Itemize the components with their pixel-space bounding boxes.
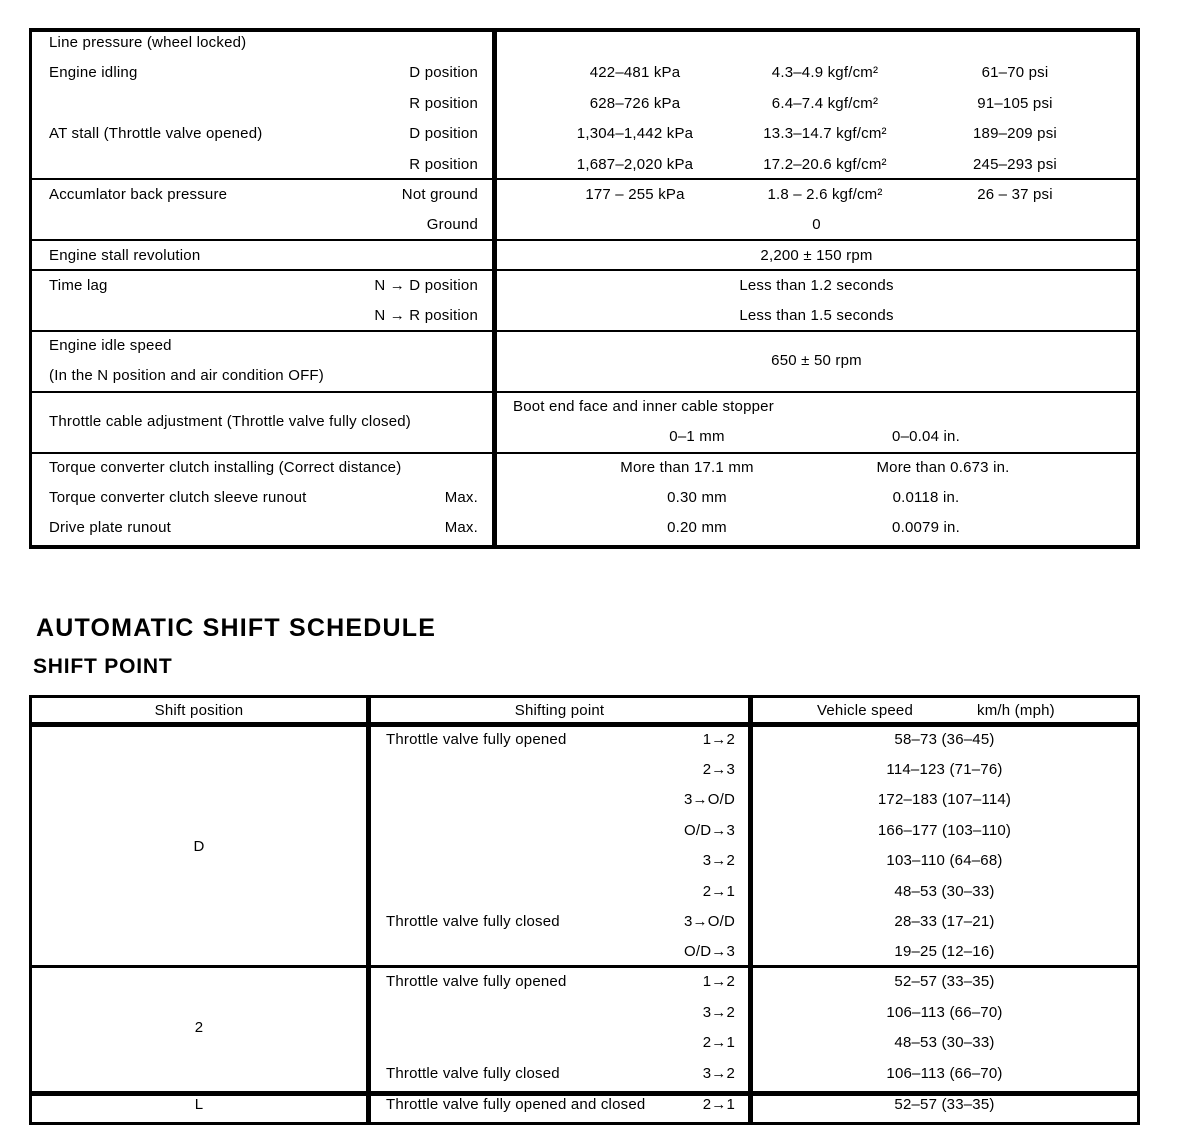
shift-speed: 52–57 (33–35) bbox=[894, 1096, 995, 1113]
shift-speed: 106–113 (66–70) bbox=[886, 1004, 1003, 1021]
row-separator bbox=[29, 452, 1140, 454]
shift-speed: 166–177 (103–110) bbox=[877, 822, 1012, 839]
shift-point: 1→2 bbox=[702, 731, 735, 748]
shift-point: 3→2 bbox=[702, 1004, 735, 1021]
shift-position-d: D bbox=[193, 838, 205, 855]
at-stall-label: AT stall (Throttle valve opened) bbox=[49, 125, 263, 142]
shift-speed: 28–33 (17–21) bbox=[894, 913, 995, 930]
shift-condition: Throttle valve fully opened and closed bbox=[386, 1096, 646, 1113]
ground-label: Ground bbox=[426, 216, 478, 233]
shift-condition: Throttle valve fully opened bbox=[386, 731, 567, 748]
shift-speed: 58–73 (36–45) bbox=[894, 731, 995, 748]
shift-point: O/D→3 bbox=[683, 822, 735, 839]
line-pressure-kgf: 17.2–20.6 kgf/cm² bbox=[763, 156, 887, 173]
drive-plate-max: Max. bbox=[444, 519, 478, 536]
header-vehicle-speed: Vehicle speed bbox=[817, 702, 914, 719]
r-position-label: R position bbox=[409, 95, 478, 112]
line-pressure-kpa: 628–726 kPa bbox=[589, 95, 681, 112]
line-pressure-kpa: 1,687–2,020 kPa bbox=[576, 156, 694, 173]
shift-point: 3→O/D bbox=[683, 791, 735, 808]
shift-speed: 114–123 (71–76) bbox=[886, 761, 1003, 778]
line-pressure-kpa: 1,304–1,442 kPa bbox=[576, 125, 694, 142]
line-pressure-psi: 189–209 psi bbox=[973, 125, 1057, 142]
row-separator bbox=[29, 330, 1140, 332]
throttle-cable-desc: Boot end face and inner cable stopper bbox=[513, 398, 774, 415]
line-pressure-kpa: 422–481 kPa bbox=[589, 64, 681, 81]
idle-speed-value: 650 ± 50 rpm bbox=[771, 352, 862, 369]
shift-speed: 106–113 (66–70) bbox=[886, 1065, 1003, 1082]
tcc-install-label: Torque converter clutch installing (Correct distance) bbox=[49, 459, 402, 476]
engine-stall-label: Engine stall revolution bbox=[49, 247, 201, 264]
shift-condition: Throttle valve fully opened bbox=[386, 973, 567, 990]
row-separator bbox=[29, 269, 1140, 271]
header-shifting-point: Shifting point bbox=[514, 702, 605, 719]
throttle-cable-mm: 0–1 mm bbox=[669, 428, 725, 445]
shift-table-border bbox=[29, 695, 1140, 1125]
shift-position-l: L bbox=[194, 1096, 204, 1113]
section-subtitle: SHIFT POINT bbox=[33, 655, 173, 678]
accumulator-kgf: 1.8 – 2.6 kgf/cm² bbox=[767, 186, 883, 203]
tcc-sleeve-mm: 0.30 mm bbox=[667, 489, 727, 506]
accumulator-psi: 26 – 37 psi bbox=[977, 186, 1053, 203]
shift-point: 3→O/D bbox=[683, 913, 735, 930]
accumulator-ground-value: 0 bbox=[812, 216, 821, 233]
column-divider bbox=[748, 695, 753, 1125]
shift-speed: 103–110 (64–68) bbox=[886, 852, 1003, 869]
shift-speed: 48–53 (30–33) bbox=[894, 1034, 995, 1051]
r-position-label: R position bbox=[409, 156, 478, 173]
time-lag-n-d-value: Less than 1.2 seconds bbox=[739, 277, 894, 294]
n-d-position-label: N → D position bbox=[374, 277, 478, 294]
n-r-position-label: N → R position bbox=[374, 307, 478, 324]
tcc-sleeve-label: Torque converter clutch sleeve runout bbox=[49, 489, 307, 506]
spec-table-right-border bbox=[1136, 28, 1140, 549]
tcc-sleeve-max: Max. bbox=[444, 489, 478, 506]
row-separator bbox=[29, 178, 1140, 180]
shift-position-2: 2 bbox=[194, 1019, 204, 1036]
drive-plate-mm: 0.20 mm bbox=[667, 519, 727, 536]
line-pressure-kgf: 6.4–7.4 kgf/cm² bbox=[771, 95, 879, 112]
section-title: AUTOMATIC SHIFT SCHEDULE bbox=[36, 614, 437, 642]
accumulator-label: Accumlator back pressure bbox=[49, 186, 228, 203]
d-position-label: D position bbox=[409, 64, 478, 81]
accumulator-kpa: 177 – 255 kPa bbox=[585, 186, 685, 203]
group-separator bbox=[29, 965, 1140, 968]
throttle-cable-in: 0–0.04 in. bbox=[892, 428, 960, 445]
spec-table-bottom-border bbox=[29, 545, 1140, 549]
line-pressure-kgf: 4.3–4.9 kgf/cm² bbox=[771, 64, 879, 81]
shift-point: 2→1 bbox=[702, 1096, 735, 1113]
tcc-install-mm: More than 17.1 mm bbox=[620, 459, 754, 476]
shift-point: 2→1 bbox=[702, 883, 735, 900]
spec-table-left-border bbox=[29, 28, 32, 549]
shift-point: 1→2 bbox=[702, 973, 735, 990]
tcc-sleeve-in: 0.0118 in. bbox=[892, 489, 960, 506]
idle-speed-condition: (In the N position and air condition OFF) bbox=[49, 367, 324, 384]
drive-plate-label: Drive plate runout bbox=[49, 519, 171, 536]
idle-speed-label: Engine idle speed bbox=[49, 337, 172, 354]
shift-point: 2→1 bbox=[702, 1034, 735, 1051]
d-position-label: D position bbox=[409, 125, 478, 142]
row-separator bbox=[29, 391, 1140, 393]
throttle-cable-label: Throttle cable adjustment (Throttle valve fully closed) bbox=[49, 413, 411, 430]
shift-speed: 172–183 (107–114) bbox=[877, 791, 1012, 808]
line-pressure-psi: 245–293 psi bbox=[973, 156, 1057, 173]
line-pressure-psi: 91–105 psi bbox=[977, 95, 1053, 112]
line-pressure-psi: 61–70 psi bbox=[981, 64, 1049, 81]
time-lag-label: Time lag bbox=[49, 277, 108, 294]
drive-plate-in: 0.0079 in. bbox=[892, 519, 960, 536]
shift-point: O/D→3 bbox=[683, 943, 735, 960]
shift-speed: 19–25 (12–16) bbox=[894, 943, 995, 960]
engine-stall-value: 2,200 ± 150 rpm bbox=[760, 247, 873, 264]
shift-point: 3→2 bbox=[702, 1065, 735, 1082]
column-divider bbox=[366, 695, 371, 1125]
shift-speed: 52–57 (33–35) bbox=[894, 973, 995, 990]
shift-point: 2→3 bbox=[702, 761, 735, 778]
shift-speed: 48–53 (30–33) bbox=[894, 883, 995, 900]
header-shift-position: Shift position bbox=[154, 702, 244, 719]
shift-condition: Throttle valve fully closed bbox=[386, 1065, 560, 1082]
line-pressure-title: Line pressure (wheel locked) bbox=[49, 34, 247, 51]
row-separator bbox=[29, 239, 1140, 241]
spec-table-top-border bbox=[29, 28, 1140, 32]
engine-idling-label: Engine idling bbox=[49, 64, 138, 81]
tcc-install-in: More than 0.673 in. bbox=[876, 459, 1010, 476]
shift-point: 3→2 bbox=[702, 852, 735, 869]
shift-condition: Throttle valve fully closed bbox=[386, 913, 560, 930]
not-ground-label: Not ground bbox=[401, 186, 478, 203]
header-separator bbox=[29, 722, 1140, 727]
time-lag-n-r-value: Less than 1.5 seconds bbox=[739, 307, 894, 324]
header-units: km/h (mph) bbox=[977, 702, 1055, 719]
line-pressure-kgf: 13.3–14.7 kgf/cm² bbox=[763, 125, 887, 142]
